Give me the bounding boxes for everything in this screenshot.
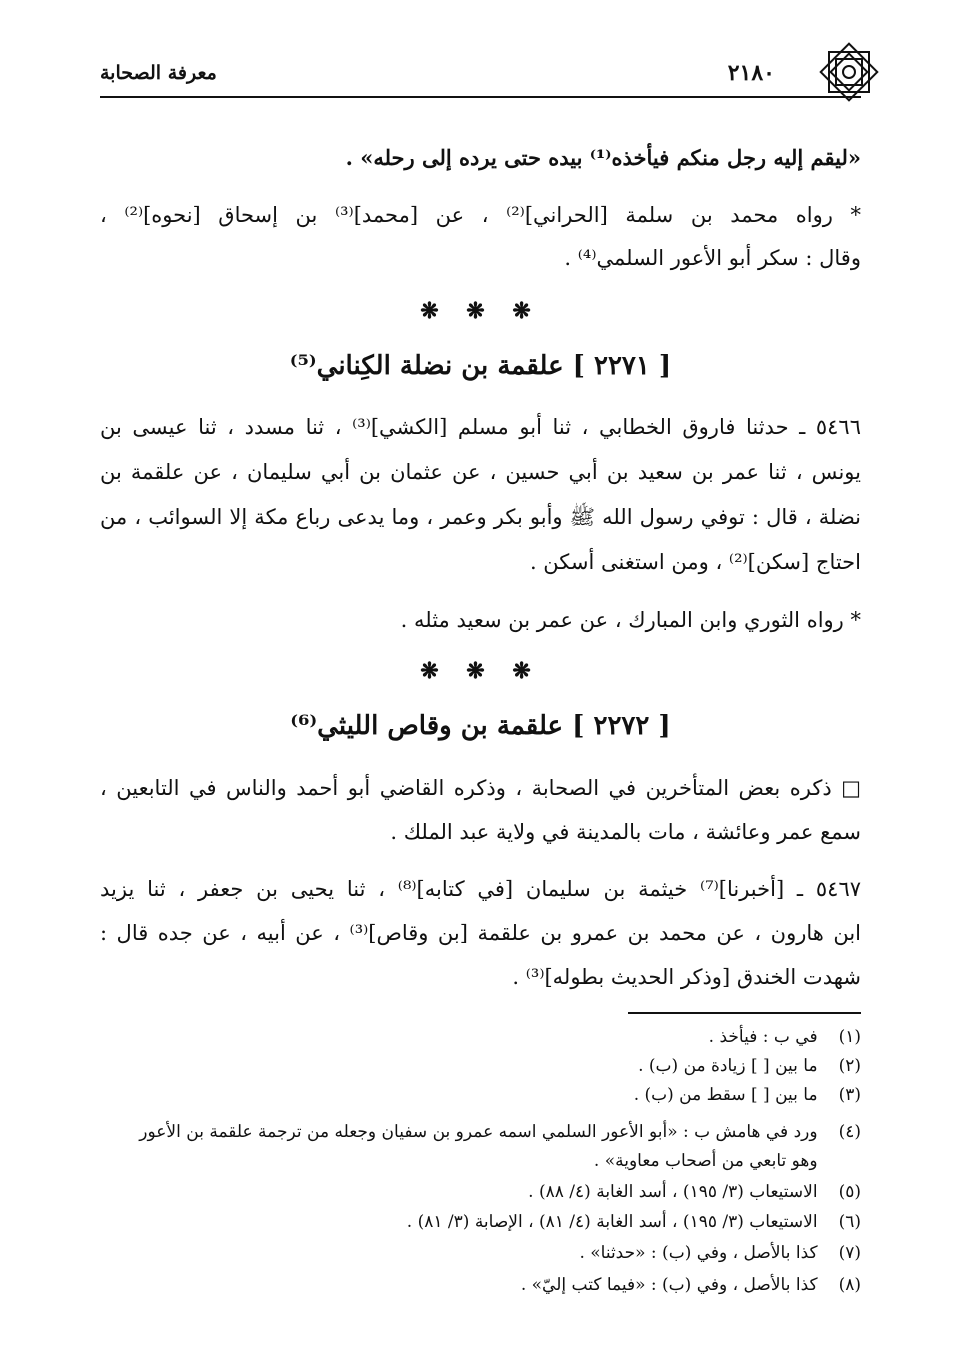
footnote-continuation (100, 1148, 861, 1174)
footnote-number: (١) (838, 1027, 861, 1047)
text-line: وقال : سكر أبو الأعور السلمي⁽⁴⁾ . (564, 246, 861, 270)
footnote-text: ما بين [ ] سقط من (ب) . (633, 1085, 818, 1105)
footnote-text: كذا بالأصل ، وفي (ب) : «فيما كتب إليّ» . (520, 1275, 818, 1295)
footnote-text: الاستيعاب (٣/ ١٩٥) ، أسد الغابة (٤/ ٨١) ، الإصابة (٣/ ٨١) . (406, 1212, 818, 1232)
footnote-text: ورد في هامش ب : «أبو الأعور السلمي اسمه عمرو بن سفيان وجعله من ترجمة علقمة بن الأعور (139, 1122, 818, 1142)
footnote-number: (٤) (838, 1122, 861, 1142)
footnote-text: في ب : فيأخذ . (708, 1027, 818, 1047)
footnote-text: ما بين [ ] زيادة من (ب) . (638, 1056, 818, 1076)
footnote-number: (٨) (838, 1275, 861, 1295)
footnote-number: (٦) (838, 1212, 861, 1232)
section-separator: ❋ ❋ ❋ (420, 298, 541, 324)
footnote-number: (٧) (838, 1243, 861, 1263)
footnote (100, 1272, 861, 1298)
text-line: □ ذكره بعض المتأخرين في الصحابة ، وذكره القاضي أبو أحمد والناس في التابعين ، (100, 776, 861, 800)
text-line: سمع عمر وعائشة ، مات بالمدينة في ولاية عبد الملك . (390, 820, 861, 844)
footnote (100, 1024, 861, 1050)
header-rule (100, 96, 861, 98)
footnote-text: كذا بالأصل ، وفي (ب) : «حدثنا» . (579, 1243, 818, 1263)
footnote (100, 1209, 861, 1235)
footnote (100, 1240, 861, 1266)
footnote-number: (٣) (838, 1085, 861, 1105)
footnote-text: الاستيعاب (٣/ ١٩٥) ، أسد الغابة (٤/ ٨٨) . (528, 1182, 818, 1202)
footnote (100, 1082, 861, 1108)
section-separator: ❋ ❋ ❋ (420, 658, 541, 684)
hadith-text-line: «ليقم إليه رجل منكم فيأخذه⁽¹⁾ بيده حتى يرده إلى رحله» . (345, 145, 861, 170)
entry-heading-2271: [ ٢٢٧١ ] علقمة بن نضلة الكِناني⁽⁵⁾ (289, 351, 672, 381)
text-line: يونس ، ثنا عمر بن سعيد بن أبي حسين ، عن عثمان بن أبي سليمان ، عن علقمة بن (100, 460, 861, 484)
running-title: معرفة الصحابة (100, 62, 217, 84)
text-line: شهدت الخندق [وذكر الحديث بطوله]⁽³⁾ . (512, 965, 861, 989)
footnote-number: (٢) (838, 1056, 861, 1076)
footnote-rule (628, 1012, 861, 1014)
text-line: ابن هارون ، عن محمد بن عمرو بن علقمة [بن وقاص]⁽³⁾ ، عن أبيه ، عن جده قال : (100, 921, 862, 945)
text-line: ٥٤٦٧ ـ [أخبرنا]⁽⁷⁾ خيثمة بن سليمان [في كتابه]⁽⁸⁾ ، ثنا يحيى بن جعفر ، ثنا يزيد (100, 877, 862, 901)
footnote (100, 1053, 861, 1079)
entry-heading-2272: [ ٢٢٧٢ ] علقمة بن وقاص الليثي⁽⁶⁾ (290, 711, 671, 741)
footnote-text: وهو تابعي من أصحاب معاوية» . (593, 1151, 818, 1171)
footnote (100, 1179, 861, 1205)
page-number: ٢١٨٠ (727, 60, 775, 86)
text-line: ٥٤٦٦ ـ حدثنا فاروق الخطابي ، ثنا أبو مسلم [الكشي]⁽³⁾ ، ثنا مسدد ، ثنا عيسى بن (100, 415, 861, 439)
footnote (100, 1119, 861, 1145)
text-line: نضلة ، قال : توفي رسول الله ﷺ وأبو بكر وعمر ، وما يدعى رباع مكة إلا السوائب ، من (100, 505, 861, 529)
page-header (100, 52, 861, 98)
text-line: * رواه محمد بن سلمة [الحراني]⁽²⁾ ، عن [محمد]⁽³⁾ بن إسحاق [نحوه]⁽²⁾ ، (100, 203, 861, 227)
text-line: * رواه الثوري وابن المبارك ، عن عمر بن سعيد مثله . (400, 608, 861, 632)
footnote-number: (٥) (838, 1182, 861, 1202)
text-line: احتاج [سكن]⁽²⁾ ، ومن استغنى أسكن . (529, 550, 861, 574)
